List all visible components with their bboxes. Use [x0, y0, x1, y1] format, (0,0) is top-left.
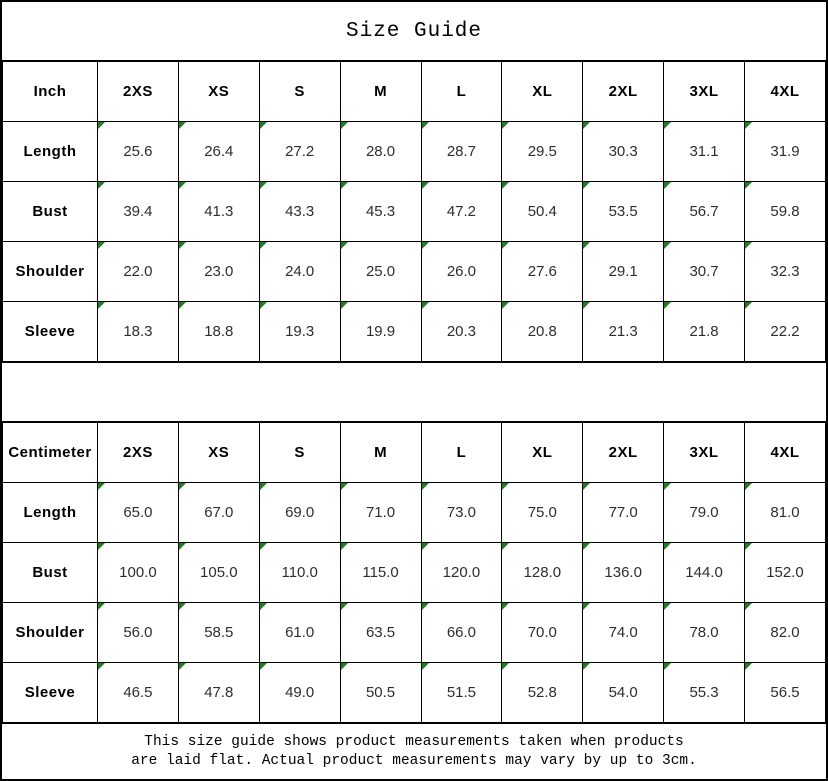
size-header-cell: 3XL — [664, 423, 745, 483]
size-header-cell: 3XL — [664, 62, 745, 122]
measurement-value-cell — [178, 483, 259, 543]
size-header-cell: XL — [502, 423, 583, 483]
cell-corner-marker-icon — [179, 483, 186, 490]
row-label-cell: Bust — [3, 182, 98, 242]
cell-corner-marker-icon — [179, 543, 186, 550]
measurement-value-cell — [259, 242, 340, 302]
measurement-value-cell — [664, 242, 745, 302]
cell-value: 79.0 — [689, 504, 719, 521]
cell-value: 77.0 — [608, 504, 638, 521]
cell-corner-marker-icon — [583, 483, 590, 490]
cell-corner-marker-icon — [422, 483, 429, 490]
cell-value: 28.7 — [446, 143, 477, 160]
size-header-cell: 4XL — [745, 62, 826, 122]
cell-corner-marker-icon — [502, 543, 509, 550]
measurement-value-cell — [421, 483, 502, 543]
cell-value: 31.9 — [770, 143, 800, 160]
measurement-value-cell — [259, 483, 340, 543]
cell-value: 128.0 — [523, 564, 562, 581]
measurement-value-cell — [745, 543, 826, 603]
cell-value: 70.0 — [527, 624, 557, 641]
cell-corner-marker-icon — [179, 122, 186, 129]
cell-value: 28.0 — [365, 143, 396, 160]
cell-corner-marker-icon — [341, 483, 348, 490]
centimeter-size-table — [2, 422, 826, 723]
measurement-value-cell — [98, 122, 179, 182]
footer-note-line1: This size guide shows product measurements taken when products — [144, 733, 684, 750]
cell-corner-marker-icon — [502, 603, 509, 610]
measurement-value-cell — [664, 663, 745, 723]
cell-value: 25.6 — [123, 143, 153, 160]
cell-value: 30.3 — [608, 143, 638, 160]
cell-corner-marker-icon — [341, 242, 348, 249]
measurement-value-cell — [583, 242, 664, 302]
row-label-cell: Shoulder — [3, 242, 98, 302]
measurement-value-cell — [583, 603, 664, 663]
cell-value: 56.5 — [770, 684, 800, 701]
measurement-row — [3, 483, 826, 543]
measurement-value-cell — [664, 302, 745, 362]
cell-value: 22.0 — [123, 263, 153, 280]
size-header-cell: 2XS — [98, 423, 179, 483]
cell-value: 32.3 — [770, 263, 800, 280]
cell-value: 47.2 — [446, 203, 477, 220]
measurement-value-cell — [421, 603, 502, 663]
cell-corner-marker-icon — [260, 603, 267, 610]
cell-corner-marker-icon — [664, 543, 671, 550]
cell-corner-marker-icon — [341, 182, 348, 189]
cell-corner-marker-icon — [583, 182, 590, 189]
cell-corner-marker-icon — [502, 242, 509, 249]
measurement-value-cell — [421, 182, 502, 242]
size-header-cell: M — [340, 62, 421, 122]
cell-value: 65.0 — [123, 504, 153, 521]
cell-value: 54.0 — [608, 684, 638, 701]
cell-corner-marker-icon — [422, 302, 429, 309]
measurement-value-cell — [259, 122, 340, 182]
size-header-cell: S — [259, 62, 340, 122]
cell-value: 63.5 — [365, 624, 396, 641]
cell-corner-marker-icon — [341, 302, 348, 309]
footer-note — [2, 723, 826, 779]
measurement-value-cell — [583, 302, 664, 362]
size-header-cell: L — [421, 62, 502, 122]
cell-corner-marker-icon — [422, 242, 429, 249]
measurement-value-cell — [98, 302, 179, 362]
size-header-cell: 2XL — [583, 423, 664, 483]
cell-corner-marker-icon — [98, 603, 105, 610]
measurement-value-cell — [745, 302, 826, 362]
cell-value: 136.0 — [604, 564, 642, 581]
cell-value: 59.8 — [770, 203, 800, 220]
cell-value: 29.5 — [527, 143, 557, 160]
measurement-value-cell — [421, 663, 502, 723]
size-header-cell: 4XL — [745, 423, 826, 483]
cell-value: 27.6 — [527, 263, 557, 280]
cell-value: 55.3 — [689, 684, 719, 701]
cell-value: 46.5 — [123, 684, 153, 701]
size-header-cell: S — [259, 423, 340, 483]
measurement-value-cell — [259, 663, 340, 723]
cell-value: 82.0 — [770, 624, 800, 641]
inch-size-table — [2, 61, 826, 362]
cell-value: 19.3 — [285, 323, 315, 340]
table-gap-spacer — [2, 362, 826, 422]
cell-corner-marker-icon — [341, 543, 348, 550]
measurement-value-cell — [178, 603, 259, 663]
measurement-value-cell — [664, 483, 745, 543]
unit-header-cell: Centimeter — [3, 423, 98, 483]
cell-value: 26.4 — [204, 143, 234, 160]
cell-corner-marker-icon — [502, 483, 509, 490]
cell-value: 81.0 — [770, 504, 800, 521]
cell-value: 58.5 — [204, 624, 234, 641]
cell-corner-marker-icon — [664, 122, 671, 129]
cell-corner-marker-icon — [664, 242, 671, 249]
cell-value: 144.0 — [685, 564, 723, 581]
cell-corner-marker-icon — [422, 182, 429, 189]
measurement-value-cell — [340, 543, 421, 603]
measurement-row — [3, 543, 826, 603]
measurement-value-cell — [259, 302, 340, 362]
measurement-value-cell — [340, 483, 421, 543]
measurement-value-cell — [502, 483, 583, 543]
measurement-value-cell — [745, 122, 826, 182]
cell-corner-marker-icon — [179, 182, 186, 189]
cell-value: 105.0 — [200, 564, 238, 581]
cell-corner-marker-icon — [745, 302, 752, 309]
cell-value: 66.0 — [446, 624, 477, 641]
cell-corner-marker-icon — [664, 603, 671, 610]
cell-corner-marker-icon — [422, 122, 429, 129]
cell-corner-marker-icon — [583, 603, 590, 610]
cell-corner-marker-icon — [260, 182, 267, 189]
cell-value: 41.3 — [204, 203, 234, 220]
cell-value: 52.8 — [527, 684, 557, 701]
cell-corner-marker-icon — [502, 302, 509, 309]
cell-corner-marker-icon — [98, 122, 105, 129]
measurement-value-cell — [340, 603, 421, 663]
measurement-value-cell — [745, 483, 826, 543]
cell-corner-marker-icon — [179, 242, 186, 249]
cell-value: 56.7 — [689, 203, 719, 220]
cell-corner-marker-icon — [745, 182, 752, 189]
cell-corner-marker-icon — [260, 302, 267, 309]
cell-value: 100.0 — [119, 564, 157, 581]
cell-corner-marker-icon — [341, 603, 348, 610]
cell-value: 120.0 — [442, 564, 481, 581]
measurement-value-cell — [745, 603, 826, 663]
measurement-value-cell — [502, 663, 583, 723]
measurement-row — [3, 302, 826, 362]
measurement-value-cell — [178, 302, 259, 362]
measurement-value-cell — [421, 242, 502, 302]
measurement-value-cell — [259, 543, 340, 603]
cell-corner-marker-icon — [260, 543, 267, 550]
size-header-row — [3, 423, 826, 483]
cell-corner-marker-icon — [583, 302, 590, 309]
measurement-row — [3, 603, 826, 663]
cell-corner-marker-icon — [260, 242, 267, 249]
cell-value: 50.5 — [365, 684, 396, 701]
measurement-value-cell — [98, 663, 179, 723]
cell-corner-marker-icon — [664, 663, 671, 670]
cell-corner-marker-icon — [98, 302, 105, 309]
cell-corner-marker-icon — [260, 483, 267, 490]
cell-corner-marker-icon — [260, 122, 267, 129]
size-header-cell: XS — [178, 62, 259, 122]
cell-corner-marker-icon — [422, 663, 429, 670]
measurement-value-cell — [98, 543, 179, 603]
row-label-cell: Bust — [3, 543, 98, 603]
measurement-value-cell — [178, 122, 259, 182]
measurement-row — [3, 242, 826, 302]
cell-corner-marker-icon — [341, 663, 348, 670]
measurement-value-cell — [421, 302, 502, 362]
cell-value: 152.0 — [766, 564, 804, 581]
size-header-cell: 2XL — [583, 62, 664, 122]
footer-note-line2: are laid flat. Actual product measurements may vary by up to 3cm. — [131, 752, 697, 769]
measurement-value-cell — [178, 543, 259, 603]
cell-corner-marker-icon — [664, 483, 671, 490]
cell-corner-marker-icon — [98, 543, 105, 550]
cell-corner-marker-icon — [583, 242, 590, 249]
cell-value: 43.3 — [285, 203, 315, 220]
cell-corner-marker-icon — [98, 483, 105, 490]
cell-value: 69.0 — [285, 504, 315, 521]
cell-value: 21.3 — [608, 323, 638, 340]
size-header-cell: L — [421, 423, 502, 483]
measurement-value-cell — [502, 543, 583, 603]
measurement-value-cell — [178, 663, 259, 723]
measurement-value-cell — [583, 663, 664, 723]
cell-corner-marker-icon — [745, 603, 752, 610]
measurement-value-cell — [340, 302, 421, 362]
cell-corner-marker-icon — [260, 663, 267, 670]
measurement-value-cell — [340, 182, 421, 242]
cell-corner-marker-icon — [502, 663, 509, 670]
measurement-value-cell — [502, 603, 583, 663]
row-label-cell: Length — [3, 122, 98, 182]
cell-value: 110.0 — [281, 564, 318, 581]
measurement-value-cell — [664, 603, 745, 663]
measurement-value-cell — [745, 182, 826, 242]
cell-value: 21.8 — [689, 323, 719, 340]
cell-corner-marker-icon — [745, 483, 752, 490]
cell-value: 74.0 — [608, 624, 638, 641]
measurement-value-cell — [502, 302, 583, 362]
cell-value: 18.3 — [123, 323, 153, 340]
size-header-cell: XL — [502, 62, 583, 122]
cell-value: 51.5 — [446, 684, 477, 701]
cell-value: 23.0 — [204, 263, 234, 280]
measurement-value-cell — [259, 603, 340, 663]
cell-value: 22.2 — [770, 323, 800, 340]
measurement-value-cell — [664, 122, 745, 182]
measurement-value-cell — [745, 242, 826, 302]
cell-corner-marker-icon — [745, 663, 752, 670]
cell-corner-marker-icon — [98, 182, 105, 189]
measurement-value-cell — [340, 663, 421, 723]
cell-value: 20.8 — [527, 323, 557, 340]
row-label-cell: Sleeve — [3, 302, 98, 362]
measurement-value-cell — [98, 603, 179, 663]
measurement-value-cell — [340, 122, 421, 182]
measurement-value-cell — [583, 483, 664, 543]
cell-value: 39.4 — [123, 203, 153, 220]
measurement-value-cell — [502, 242, 583, 302]
cell-corner-marker-icon — [583, 663, 590, 670]
cell-corner-marker-icon — [98, 242, 105, 249]
row-label-cell: Length — [3, 483, 98, 543]
measurement-value-cell — [98, 483, 179, 543]
cell-value: 67.0 — [204, 504, 234, 521]
cell-corner-marker-icon — [664, 302, 671, 309]
cell-value: 53.5 — [608, 203, 638, 220]
size-header-cell: XS — [178, 423, 259, 483]
cell-value: 24.0 — [285, 263, 315, 280]
measurement-value-cell — [664, 543, 745, 603]
measurement-row — [3, 182, 826, 242]
cell-value: 78.0 — [689, 624, 719, 641]
measurement-row — [3, 122, 826, 182]
measurement-value-cell — [745, 663, 826, 723]
cell-value: 31.1 — [689, 143, 719, 160]
cell-value: 25.0 — [365, 263, 396, 280]
cell-corner-marker-icon — [745, 543, 752, 550]
cell-corner-marker-icon — [179, 603, 186, 610]
row-label-cell: Sleeve — [3, 663, 98, 723]
measurement-value-cell — [583, 122, 664, 182]
measurement-value-cell — [98, 182, 179, 242]
measurement-value-cell — [259, 182, 340, 242]
cell-value: 75.0 — [527, 504, 557, 521]
cell-corner-marker-icon — [422, 543, 429, 550]
measurement-value-cell — [583, 182, 664, 242]
cell-corner-marker-icon — [502, 182, 509, 189]
cell-corner-marker-icon — [583, 543, 590, 550]
measurement-value-cell — [583, 543, 664, 603]
size-header-cell: 2XS — [98, 62, 179, 122]
measurement-value-cell — [502, 182, 583, 242]
cell-corner-marker-icon — [422, 603, 429, 610]
cell-corner-marker-icon — [583, 122, 590, 129]
cell-value: 71.0 — [365, 504, 396, 521]
measurement-value-cell — [340, 242, 421, 302]
cell-corner-marker-icon — [745, 122, 752, 129]
page-title: Size Guide — [2, 2, 826, 61]
measurement-value-cell — [502, 122, 583, 182]
measurement-value-cell — [664, 182, 745, 242]
cell-value: 29.1 — [608, 263, 638, 280]
cell-value: 49.0 — [285, 684, 315, 701]
cell-value: 45.3 — [365, 203, 396, 220]
measurement-value-cell — [421, 122, 502, 182]
unit-header-cell: Inch — [3, 62, 98, 122]
cell-value: 27.2 — [285, 143, 315, 160]
cell-value: 73.0 — [446, 504, 477, 521]
cell-corner-marker-icon — [745, 242, 752, 249]
cell-corner-marker-icon — [502, 122, 509, 129]
cell-value: 47.8 — [204, 684, 234, 701]
cell-value: 20.3 — [446, 323, 477, 340]
size-header-row — [3, 62, 826, 122]
cell-value: 26.0 — [446, 263, 477, 280]
cell-value: 18.8 — [204, 323, 234, 340]
cell-value: 115.0 — [362, 564, 399, 581]
cell-value: 19.9 — [365, 323, 396, 340]
measurement-value-cell — [98, 242, 179, 302]
cell-corner-marker-icon — [98, 663, 105, 670]
cell-corner-marker-icon — [179, 663, 186, 670]
cell-corner-marker-icon — [664, 182, 671, 189]
cell-corner-marker-icon — [341, 122, 348, 129]
cell-value: 50.4 — [527, 203, 557, 220]
measurement-value-cell — [421, 543, 502, 603]
cell-value: 30.7 — [689, 263, 719, 280]
cell-value: 61.0 — [285, 624, 315, 641]
measurement-value-cell — [178, 182, 259, 242]
cell-value: 56.0 — [123, 624, 153, 641]
cell-corner-marker-icon — [179, 302, 186, 309]
measurement-value-cell — [178, 242, 259, 302]
row-label-cell: Shoulder — [3, 603, 98, 663]
size-header-cell: M — [340, 423, 421, 483]
measurement-row — [3, 663, 826, 723]
